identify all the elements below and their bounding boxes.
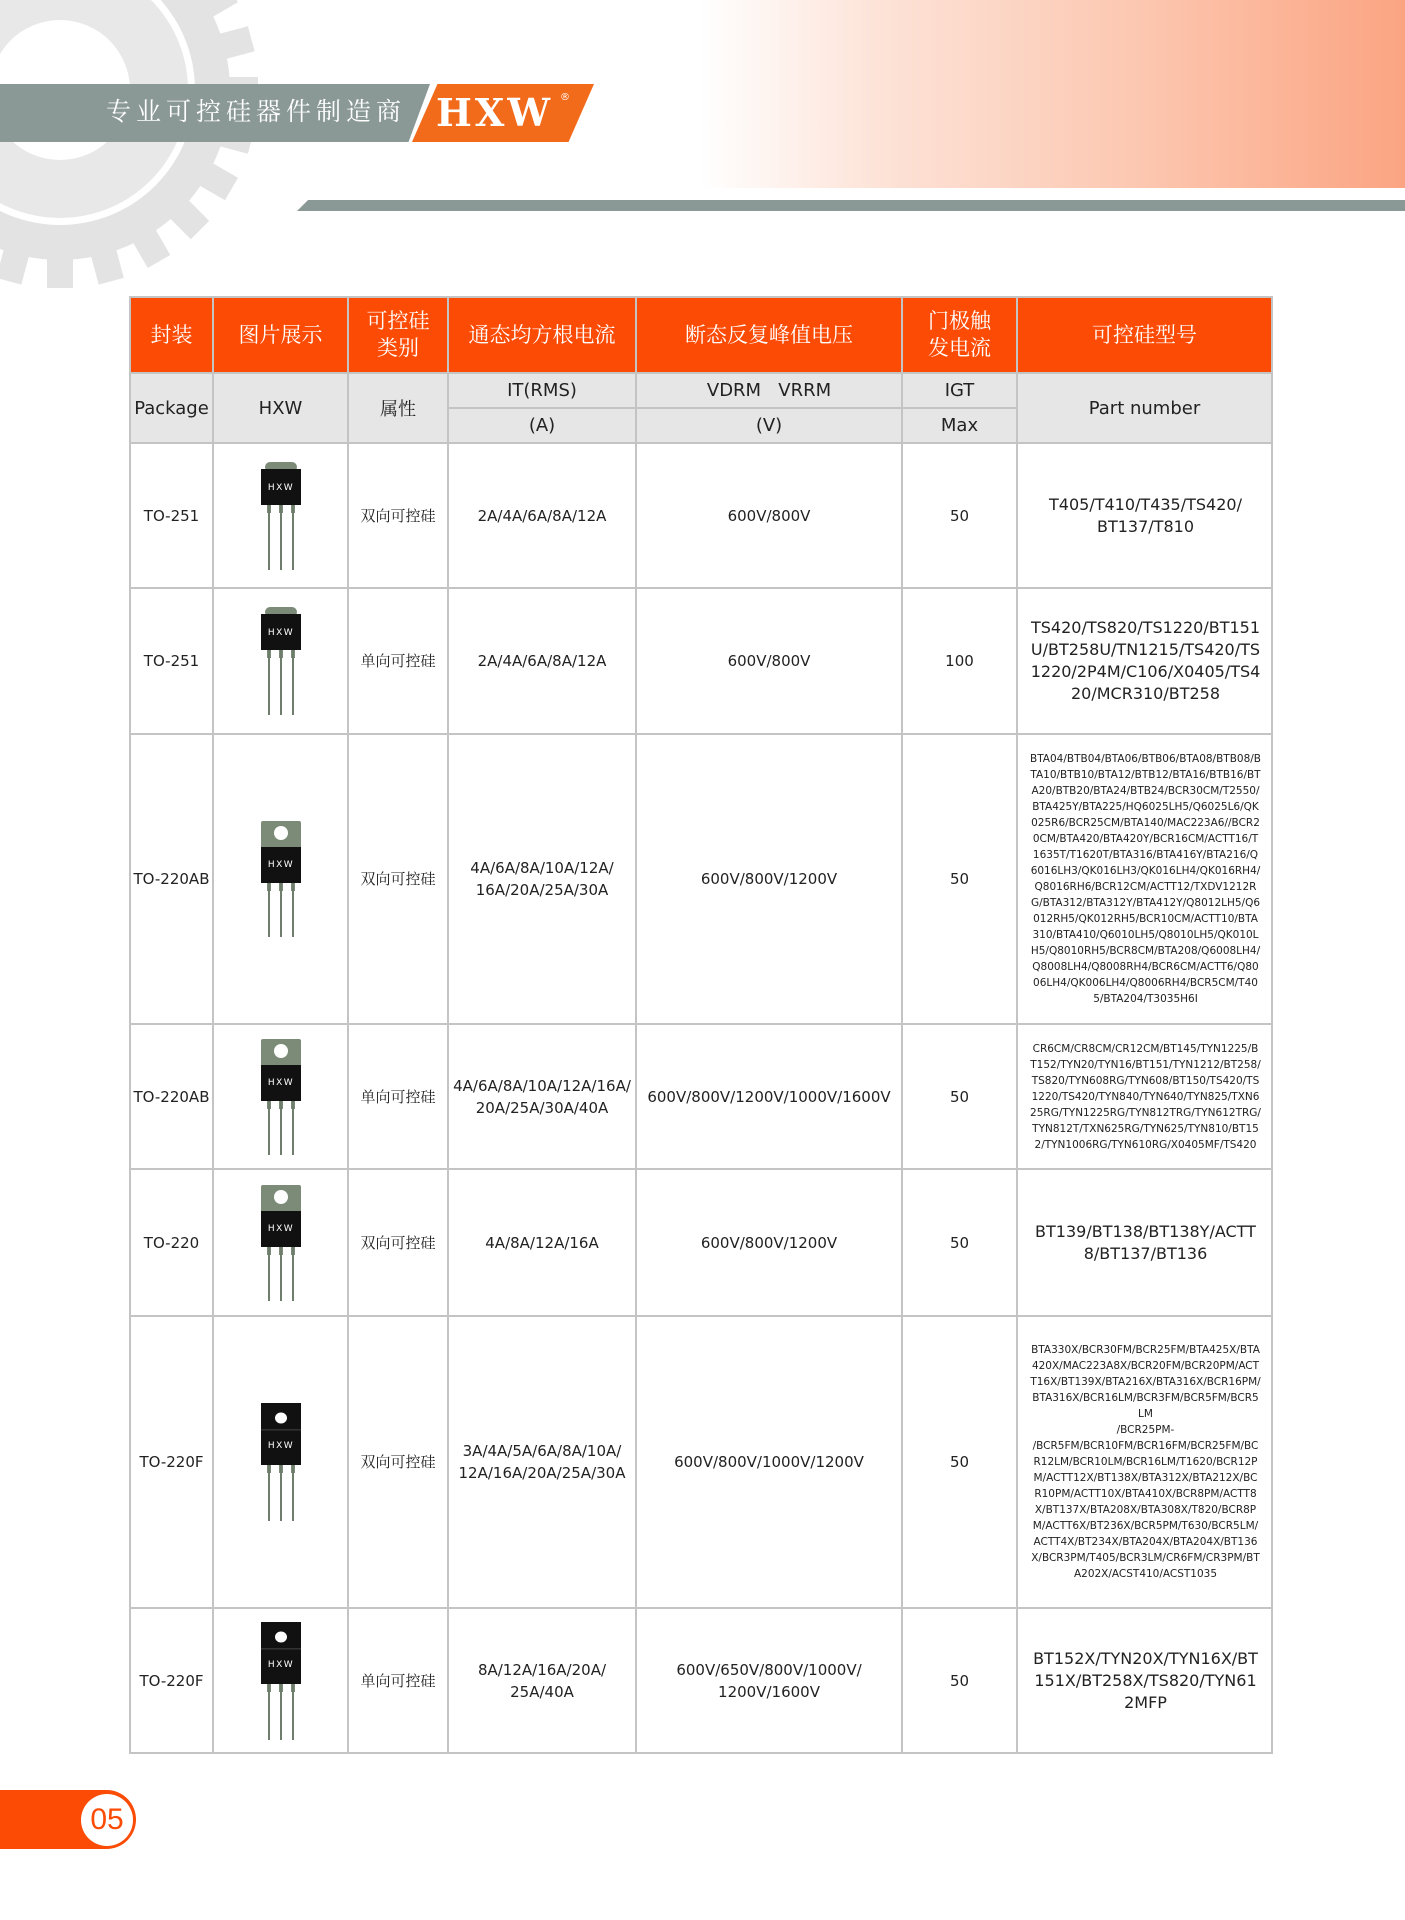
col-header-package: Package [130, 373, 213, 443]
voltage-cell: 600V/800V/1200V/1000V/1600V [636, 1024, 902, 1169]
image-cell [213, 734, 348, 1024]
chip-marking: HXW [267, 860, 294, 870]
mount-hole [274, 826, 288, 840]
voltage-cell: 600V/800V/1200V [636, 734, 902, 1024]
gear-watermark-icon [0, 0, 270, 300]
igt-cell: 50 [902, 1024, 1017, 1169]
package-body [261, 1403, 301, 1465]
header-gradient [700, 0, 1405, 188]
package-cell: TO-251 [130, 588, 213, 734]
lead [268, 1465, 270, 1521]
col-header-it: IT(RMS) [448, 373, 636, 408]
voltage-cell: 600V/800V/1000V/1200V [636, 1316, 902, 1608]
type-cell: 双向可控硅 [348, 443, 448, 588]
col-header-text: 断态反复峰值电压 [685, 322, 853, 347]
header-row-en-1 [130, 373, 1272, 408]
header-divider [297, 200, 1405, 211]
chip-marking: HXW [267, 1441, 294, 1451]
to220f-component-icon [259, 1403, 303, 1521]
slogan-text: 专业可控硅器件制造商 [106, 97, 407, 126]
voltage-cell: 600V/800V/1200V [636, 1169, 902, 1316]
col-header-voltage: VDRM VRRM [636, 373, 902, 408]
to220f-component-icon [259, 1622, 303, 1740]
page-number: 05 [90, 1803, 124, 1836]
current-cell: 2A/4A/6A/8A/12A [448, 588, 636, 734]
lead [280, 1247, 282, 1301]
part-number-cell: T405/T410/T435/TS420/ BT137/T810 [1017, 443, 1272, 588]
image-cell [213, 588, 348, 734]
col-header-image: HXW [213, 373, 348, 443]
package-cell: TO-220AB [130, 1024, 213, 1169]
chip-marking: HXW [267, 628, 294, 638]
col-header-igt-cn [902, 297, 1017, 373]
to220ab-component-icon [259, 1039, 303, 1155]
type-cell: 双向可控硅 [348, 1316, 448, 1608]
igt-cell: 50 [902, 1169, 1017, 1316]
type-cell: 双向可控硅 [348, 1169, 448, 1316]
current-cell: 4A/8A/12A/16A [448, 1169, 636, 1316]
part-number-cell: BT139/BT138/BT138Y/ACTT8/BT137/BT136 [1017, 1169, 1272, 1316]
chip-marking: HXW [267, 1223, 294, 1234]
col-header-type-cn [348, 297, 448, 373]
mount-hole [274, 1190, 288, 1204]
package-cell: TO-220AB [130, 734, 213, 1024]
col-header-text: 可控硅 类别 [366, 309, 430, 360]
col-header-package-cn [130, 297, 213, 373]
to220ab-component-icon [259, 821, 303, 937]
image-cell [213, 443, 348, 588]
igt-cell: 50 [902, 734, 1017, 1024]
to251-component-icon [259, 607, 303, 715]
mount-hole [275, 1631, 287, 1642]
lead [292, 1247, 294, 1301]
part-number-cell: TS420/TS820/TS1220/BT151U/BT258U/TN1215/TS420/TS1220/2P4M/C106/X0405/TS420/MCR310/BT258 [1017, 588, 1272, 734]
col-header-current-cn [448, 297, 636, 373]
col-header-image-cn [213, 297, 348, 373]
table-row [130, 1024, 1272, 1169]
header-row-cn [130, 297, 1272, 373]
voltage-cell: 600V/800V [636, 443, 902, 588]
type-cell: 双向可控硅 [348, 734, 448, 1024]
lead [268, 1247, 270, 1301]
col-header-voltage-cn [636, 297, 902, 373]
type-cell: 单向可控硅 [348, 1024, 448, 1169]
type-cell: 单向可控硅 [348, 1608, 448, 1753]
lead [292, 1684, 294, 1740]
lead [268, 1684, 270, 1740]
chip-marking: HXW [267, 1077, 294, 1088]
current-cell: 3A/4A/5A/6A/8A/10A/ 12A/16A/20A/25A/30A [448, 1316, 636, 1608]
lead [280, 1684, 282, 1740]
lead [280, 1101, 282, 1155]
brand-logo-text: HXW [436, 90, 554, 135]
current-cell: 8A/12A/16A/20A/ 25A/40A [448, 1608, 636, 1753]
lead [292, 1465, 294, 1521]
lead [280, 883, 282, 937]
to220-component-icon [259, 1185, 303, 1301]
col-header-text: 通态均方根电流 [468, 322, 616, 347]
lead [280, 650, 282, 715]
voltage-cell: 600V/800V [636, 588, 902, 734]
lead [292, 505, 294, 570]
package-cell: TO-220F [130, 1316, 213, 1608]
current-cell: 2A/4A/6A/8A/12A [448, 443, 636, 588]
col-header-igt: IGT [902, 373, 1017, 408]
table-row [130, 1316, 1272, 1608]
gear-tooth [47, 248, 73, 288]
package-body [261, 1622, 301, 1684]
image-cell [213, 1169, 348, 1316]
thyristor-spec-table [129, 296, 1273, 1754]
type-cell: 单向可控硅 [348, 588, 448, 734]
part-number-cell: BT152X/TYN20X/TYN16X/BT151X/BT258X/TS820/TYN612MFP [1017, 1608, 1272, 1753]
mount-hole [274, 1044, 288, 1058]
igt-cell: 50 [902, 443, 1017, 588]
table-row [130, 588, 1272, 734]
igt-cell: 50 [902, 1316, 1017, 1608]
voltage-cell: 600V/650V/800V/1000V/ 1200V/1600V [636, 1608, 902, 1753]
current-cell: 4A/6A/8A/10A/12A/ 16A/20A/25A/30A [448, 734, 636, 1024]
lead [268, 883, 270, 937]
table-row [130, 734, 1272, 1024]
table-row [130, 443, 1272, 588]
lead [292, 1101, 294, 1155]
package-cell: TO-251 [130, 443, 213, 588]
package-cell: TO-220 [130, 1169, 213, 1316]
image-cell [213, 1024, 348, 1169]
col-header-text: 可控硅型号 [1092, 322, 1197, 347]
col-header-attr: 属性 [348, 373, 448, 443]
col-header-text: 图片展示 [238, 322, 323, 347]
lead [280, 1465, 282, 1521]
chip-marking: HXW [267, 482, 294, 493]
part-number-cell: BTA330X/BCR30FM/BCR25FM/BTA425X/BTA420X/MAC223A8X/BCR20FM/BCR20PM/ACTT16X/BT139X/BTA216X/BTA316X/BCR16PM/BTA316X/BCR16LM/BCR3FM/BCR5FM/BCR5LM /BCR25PM- /BCR5FM/BCR10FM/BCR16FM/BCR25FM/BCR12LM/BCR10LM/BCR16LM/T1620/BCR12PM/ACTT12X/BT138X/BTA312X/BTA212X/BCR10PM/ACTT10X/BTA410X/BCR8PM/ACTT8X/BT137X/BTA208X/BTA308X/T820/BCR8PM/ACTT6X/BT236X/BCR5PM/T630/BCR5LM/ACTT4X/BT234X/BTA204X/BTA204X/BT136X/BCR3PM/T405/BCR3LM/CR6FM/CR3PM/BTA202X/ACST410/ACST1035 [1017, 1316, 1272, 1608]
col-unit-max: Max [902, 408, 1017, 443]
image-cell [213, 1316, 348, 1608]
col-unit-volt: (V) [636, 408, 902, 443]
lead [268, 505, 270, 570]
table-row [130, 1608, 1272, 1753]
chip-marking: HXW [267, 1659, 294, 1670]
table-row [130, 1169, 1272, 1316]
col-header-part-cn [1017, 297, 1272, 373]
mount-hole [275, 1413, 287, 1424]
igt-cell: 100 [902, 588, 1017, 734]
igt-cell: 50 [902, 1608, 1017, 1753]
col-header-text: 封装 [150, 322, 193, 347]
part-number-cell: CR6CM/CR8CM/CR12CM/BT145/TYN1225/BT152/TYN20/TYN16/BT151/TYN1212/BT258/TS820/TYN608RG/TYN608/BT150/TS420/TS1220/TS420/TYN840/TYN640/TYN825/TXN625RG/TYN1225RG/TYN812TRG/TYN612TRG/TYN812T/TXN625RG/TYN625/TYN810/BT152/TYN1006RG/TYN610RG/X0405MF/TS420 [1017, 1024, 1272, 1169]
image-cell [213, 1608, 348, 1753]
lead [292, 650, 294, 715]
lead [292, 883, 294, 937]
current-cell: 4A/6A/8A/10A/12A/16A/ 20A/25A/30A/40A [448, 1024, 636, 1169]
col-unit-amp: (A) [448, 408, 636, 443]
to251-component-icon [259, 462, 303, 570]
col-header-text: 门极触 发电流 [928, 309, 991, 360]
registered-mark: ® [560, 92, 570, 103]
package-cell: TO-220F [130, 1608, 213, 1753]
gear-tooth [0, 239, 32, 284]
col-header-part: Part number [1017, 373, 1272, 443]
lead [280, 505, 282, 570]
part-number-cell: BTA04/BTB04/BTA06/BTB06/BTA08/BTB08/BTA10/BTB10/BTA12/BTB12/BTA16/BTB16/BTA20/BTB20/BTA24/BTB24/BCR30CM/T2550/BTA425Y/BTA225/HQ6025LH5/Q6025L6/QK025R6/BCR25CM/BTA140/MAC223A6//BCR20CM/BTA420/BTA420Y/BCR16CM/ACTT16/T1635T/T1620T/BTA316/BTA416Y/BTA216/Q6016LH3/QK016LH3/QK016LH4/QK016RH4/Q8016RH6/BCR12CM/ACTT12/TXDV1212RG/BTA312/BTA312Y/BTA412Y/Q8012LH5/Q6012RH5/QK012RH5/BCR10CM/ACTT10/BTA310/BTA410/Q6010LH5/Q8010LH5/QK010LH5/Q8010RH5/BCR8CM/BTA208/Q6008LH4/Q8008LH4/Q8008RH4/BCR6CM/ACTT6/Q8006LH4/QK006LH4/Q8006RH4/BCR5CM/T405/BTA204/T3035H6I [1017, 734, 1272, 1024]
lead [268, 650, 270, 715]
lead [268, 1101, 270, 1155]
